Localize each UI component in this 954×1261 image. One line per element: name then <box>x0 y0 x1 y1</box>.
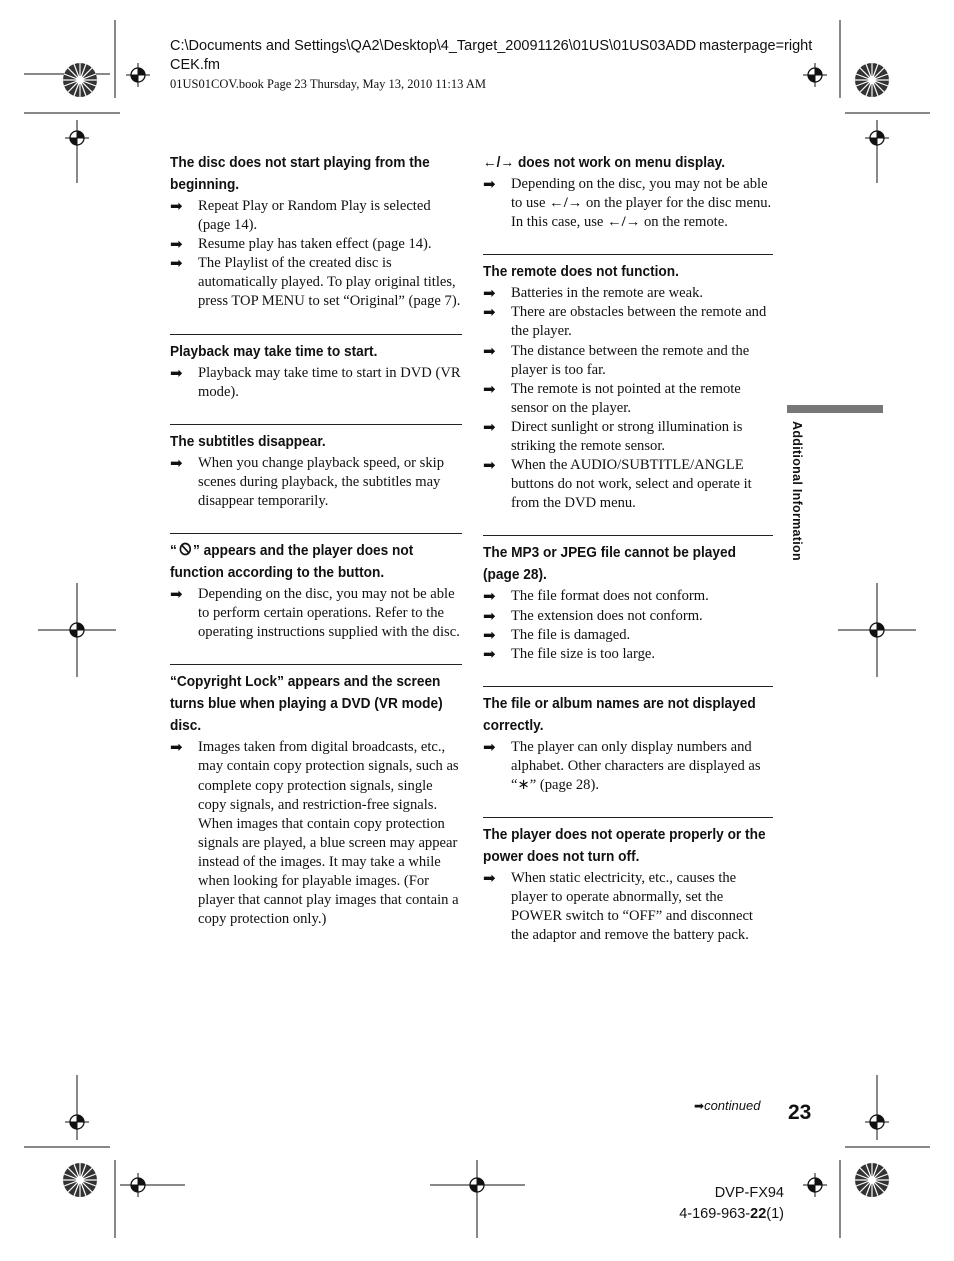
prohibited-icon <box>179 542 192 556</box>
section-title: The subtitles disappear. <box>170 432 326 450</box>
section-title: “ ” appears and the player does not function according to the button. <box>170 542 414 582</box>
arrow-right-icon: ➡ <box>170 254 183 273</box>
section <box>483 535 773 663</box>
list-item: ➡ Batteries in the remote are weak. <box>483 284 704 303</box>
arrow-right-icon: ➡ <box>170 453 183 472</box>
section-title: “Copyright Lock” appears and the screen turns blue when playing a DVD (VR mode) disc. <box>170 673 443 735</box>
section-title: The disc does not start playing from the beginning. <box>170 154 430 193</box>
list-item: ➡ Playback may take time to start in DVD (VR mode). <box>170 363 461 400</box>
arrow-right-icon: ➡ <box>483 737 496 756</box>
footer <box>679 1183 784 1225</box>
list-item: ➡ Images taken from digital broadcasts, etc., may contain copy protection signals, such as complete copy protection signals, single copy signals, and restriction-free signals. When images that contain copy protection signals are played, a blue screen may appear instead of the images. It may take a while when looking for playable images. (For player that cannot play images that contain a copy protection only.) <box>170 738 459 928</box>
arrow-right-icon: ➡ <box>483 456 496 475</box>
list-item: ➡ Depending on the disc, you may not be able to use ←/→ on the player for the disc menu. In this case, use ←/→ on the remote. <box>483 175 772 231</box>
arrow-right-icon: ➡ <box>170 738 183 757</box>
list-item: ➡ Repeat Play or Random Play is selected (page 14). <box>170 197 431 234</box>
arrow-right-icon: ➡ <box>483 625 496 644</box>
list-item: ➡ The file size is too large. <box>483 644 655 663</box>
header-path-line2: CEK.fm <box>170 57 220 73</box>
list-item: ➡ The player can only display numbers and alphabet. Other characters are displayed as “∗” (page 28). <box>483 737 761 793</box>
list-item: ➡ Depending on the disc, you may not be able to perform certain operations. Refer to the operating instructions supplied with the disc. <box>170 585 460 641</box>
arrow-right-icon: ➡ <box>483 644 496 663</box>
arrow-right-icon: ➡ <box>483 606 496 625</box>
section <box>170 152 462 312</box>
list-item: ➡ The file is damaged. <box>483 625 631 644</box>
arrow-right-icon: ➡ <box>170 235 183 254</box>
left-column <box>170 152 462 951</box>
list-item: ➡ When the AUDIO/SUBTITLE/ANGLE buttons do not work, select and operate it from the DVD menu. <box>483 456 752 512</box>
arrow-right-icon: ➡ <box>483 284 496 303</box>
section-title: The file or album names are not displayed correctly. <box>483 694 756 734</box>
continued-note <box>694 1097 760 1115</box>
section <box>170 533 462 642</box>
list-item: ➡ When static electricity, etc., causes the player to operate abnormally, set the POWER switch to “OFF” and disconnect the adaptor and remove the battery pack. <box>483 869 753 944</box>
section-title: The remote does not function. <box>483 263 679 281</box>
section <box>483 254 773 513</box>
continued-label: continued <box>704 1098 761 1113</box>
header-masterpage: masterpage=right <box>699 38 813 54</box>
list-item: ➡ The extension does not conform. <box>483 606 703 625</box>
arrow-right-icon: ➡ <box>483 869 496 888</box>
arrow-right-icon: ➡ <box>694 1099 705 1113</box>
model-number: DVP-FX94 <box>714 1185 784 1201</box>
arrow-right-icon: ➡ <box>483 587 496 606</box>
list-item: ➡ The remote is not pointed at the remote sensor on the player. <box>483 379 741 416</box>
part-code: 4-169-963-22(1) <box>679 1206 784 1222</box>
section <box>170 664 462 929</box>
list-item: ➡ Resume play has taken effect (page 14). <box>170 235 432 254</box>
section-title: The MP3 or JPEG file cannot be played (page 28). <box>483 544 736 584</box>
section <box>483 686 773 795</box>
arrow-right-icon: ➡ <box>170 197 183 215</box>
right-column <box>483 152 773 967</box>
list-item: ➡ The Playlist of the created disc is automatically played. To play original titles, press TOP MENU to set “Original” (page 7). <box>170 254 461 310</box>
section-title: Playback may take time to start. <box>170 342 378 360</box>
section-title: ←/→ does not work on menu display. <box>483 154 726 171</box>
arrow-right-icon: ➡ <box>170 363 183 382</box>
section <box>483 152 773 232</box>
section <box>170 334 462 402</box>
section-title: The player does not operate properly or the power does not turn off. <box>483 826 766 866</box>
page-number: 23 <box>788 1101 812 1124</box>
arrow-right-icon: ➡ <box>483 379 496 398</box>
book-stamp: 01US01COV.book Page 23 Thursday, May 13, 2010 11:13 AM <box>170 77 486 91</box>
arrow-right-icon: ➡ <box>483 341 496 360</box>
list-item: ➡ There are obstacles between the remote and the player. <box>483 303 767 340</box>
list-item: ➡ Direct sunlight or strong illumination is striking the remote sensor. <box>483 417 743 455</box>
side-tab-bar <box>787 405 883 413</box>
arrow-right-icon: ➡ <box>483 303 496 322</box>
arrow-right-icon: ➡ <box>170 585 183 604</box>
side-tab-label: Additional Information <box>790 421 804 561</box>
section <box>170 424 462 511</box>
list-item: ➡ When you change playback speed, or skip scenes during playback, the subtitles may disappear temporarily. <box>170 453 444 509</box>
list-item: ➡ The distance between the remote and the player is too far. <box>483 341 750 378</box>
list-item: ➡ The file format does not conform. <box>483 587 709 606</box>
arrow-right-icon: ➡ <box>483 175 496 193</box>
header-path-line1: C:\Documents and Settings\QA2\Desktop\4_Target_20091126\01US\01US03ADD <box>170 38 697 54</box>
section <box>483 817 773 945</box>
arrow-right-icon: ➡ <box>483 417 496 436</box>
